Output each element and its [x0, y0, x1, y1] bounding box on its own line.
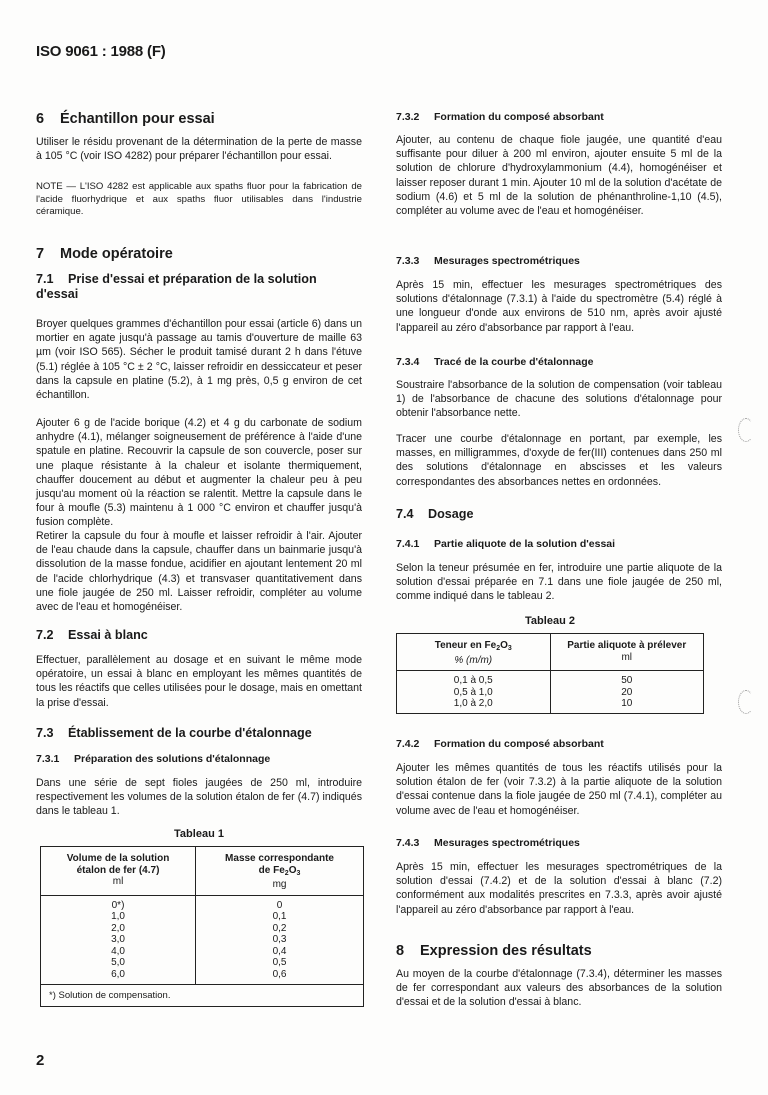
- header-line: étalon de fer (4.7): [76, 864, 160, 876]
- table-2-caption: Tableau 2: [525, 615, 575, 627]
- section-title: Établissement de la courbe d'étalonnage: [68, 726, 312, 740]
- header-unit: ml: [621, 651, 633, 663]
- section-7-heading: [36, 246, 362, 262]
- formula-text: O: [500, 640, 508, 651]
- header-unit: mg: [272, 879, 287, 890]
- section-7-3-3-body: Après 15 min, effectuer les mesurages spectrométriques des solutions d'étalonnage (7.3.1) à l'aide du spectromètre (5.4) réglé à une longueur d'onde aux environs de 510 nm, après avoir ajusté l'appareil au zéro d'absorbance par rapport à l'eau.: [396, 279, 722, 334]
- section-8-body: Au moyen de la courbe d'étalonnage (7.3.4), déterminer les masses de fer correspondant aux valeurs des absorbances de la solution d'essai et de la solution d'essai à blanc.: [396, 968, 722, 1009]
- table-1: [40, 846, 364, 1007]
- header-line: Masse correspondante: [225, 853, 334, 864]
- section-number: 7.3: [36, 726, 54, 740]
- section-title: Essai à blanc: [68, 628, 148, 642]
- section-7-4-heading: [396, 507, 722, 522]
- table-1-mass-values: [196, 895, 364, 984]
- formula-text: O: [288, 864, 297, 876]
- table-cell: 0*): [111, 899, 125, 911]
- section-7-1-para-2: Ajouter 6 g de l'acide borique (4.2) et 4 g du carbonate de sodium anhydre (4.1), mélanger soigneusement de préférence à l'aide d'une spatule en platine. Recouvrir la capsule de son couvercle, poser sur une plaque résistante à la chaleur et isolante thermiquement, chauffer doucement au début et augmenter la chaleur peu à peu jusqu'au moment où la réaction se ralentit. Mettre la capsule dans le four à moufle (5.3) maintenu à 1 000 °C environ et chauffer jusqu'à fusion complète.: [36, 417, 362, 529]
- table-1-footnote: *) Solution de compensation.: [41, 984, 364, 1006]
- section-number: 7: [36, 246, 45, 262]
- formula-text: de Fe: [258, 864, 285, 876]
- table-cell: 2,0: [111, 922, 125, 934]
- section-number: 7.3.4: [396, 356, 420, 368]
- section-7-3-4-para-1: Soustraire l'absorbance de la solution de compensation (voir tableau 1) de l'absorbance de chacune des solutions d'étalonnage pour obtenir l'absorbance nette.: [396, 379, 722, 420]
- section-title: Formation du composé absorbant: [434, 111, 604, 123]
- formula-subscript: 2: [496, 645, 501, 652]
- table-cell: 3,0: [111, 934, 125, 946]
- table-1-volume-values: [41, 895, 196, 984]
- section-number: 7.4.3: [396, 837, 420, 849]
- table-cell: 0: [276, 899, 283, 911]
- section-7-1-para-3: Retirer la capsule du four à moufle et laisser refroidir à l'air. Ajouter de l'eau chaude dans la capsule, chauffer dans un bainmarie jusqu'à dissolution de la masse fondue, acidifier en ajoutant lentement 20 ml de l'acide chlorhydrique (4.3) et transvaser quantitativement dans une fiole jaugée de 250 ml. Laisser refroidir, compléter au volume avec de l'eau et homogénéiser.: [36, 530, 362, 614]
- section-title: Mode opératoire: [60, 246, 173, 262]
- table-cell: 50: [621, 675, 633, 686]
- table-cell: 0,6: [272, 969, 287, 981]
- formula-text: Teneur en Fe: [434, 640, 497, 651]
- section-title: Dosage: [428, 507, 474, 521]
- section-7-2-body: Effectuer, parallèlement au dosage et en suivant le même mode opératoire, un essai à blanc en employant les mêmes quantités de tous les réactifs que celles utilisées pour le dosage, mais en omettant la prise d'essai.: [36, 654, 362, 709]
- section-7-3-3-heading: [396, 255, 722, 267]
- standard-id-header: ISO 9061 : 1988 (F): [36, 43, 166, 60]
- table-2-header-aliquot: [550, 634, 704, 671]
- section-7-3-1-body: Dans une série de sept fioles jaugées de 250 ml, introduire respectivement les volumes de la solution étalon de fer (4.7) indiqués dans le tableau 1.: [36, 777, 362, 818]
- formula-subscript: 3: [296, 869, 301, 877]
- table-2-header-content: [397, 634, 551, 671]
- section-7-4-1-heading: [396, 538, 722, 550]
- section-7-3-heading: [36, 726, 362, 741]
- section-7-3-4-para-2: Tracer une courbe d'étalonnage en portant, par exemple, les masses, en milligrammes, d'oxyde de fer(III) contenues dans 250 ml des solutions d'étalonnage en abscisses et les valeurs correspondantes des absorbances nettes en ordonnées.: [396, 433, 722, 488]
- table-cell: 0,4: [272, 945, 287, 957]
- table-cell: 0,1: [272, 911, 287, 923]
- table-cell: 5,0: [111, 957, 125, 969]
- header-formula: [200, 865, 359, 880]
- table-cell: 20: [621, 686, 633, 698]
- table-cell: 1,0: [111, 911, 125, 923]
- table-1-header-mass: [196, 847, 364, 896]
- table-cell: 0,3: [272, 934, 287, 946]
- section-7-1-heading: [36, 272, 362, 302]
- page-number: 2: [36, 1052, 45, 1069]
- section-7-4-2-heading: [396, 738, 722, 750]
- section-number: 7.3.3: [396, 255, 420, 267]
- table-cell: 4,0: [111, 945, 125, 957]
- table-1-caption: Tableau 1: [174, 828, 224, 840]
- section-title: Tracé de la courbe d'étalonnage: [434, 356, 594, 368]
- section-7-3-2-body: Ajouter, au contenu de chaque fiole jaugée, une quantité d'eau suffisante pour diluer à 200 ml environ, ajouter ensuite 5 ml de la solution de chlorure d'hydroxylammonium (4.4), homogénéiser et laisser reposer durant 1 min. Ajouter 10 ml de la solution d'acétate de sodium (4.6) et 5 ml de la solution de phénanthroline-1,10 (4.5), compléter au volume avec de l'eau et homogénéiser.: [396, 134, 722, 218]
- table-2-content-values: [397, 671, 551, 714]
- formula-subscript: 2: [284, 869, 289, 877]
- section-number: 7.1: [36, 272, 54, 286]
- section-number: 7.4.1: [396, 538, 420, 550]
- section-number: 7.3.1: [36, 753, 60, 765]
- table-2: [396, 633, 704, 714]
- table-1-header-volume: [41, 847, 196, 896]
- section-title: Partie aliquote de la solution d'essai: [434, 538, 616, 550]
- header-unit: % (m/m): [454, 654, 493, 666]
- table-cell: 6,0: [111, 969, 125, 981]
- punch-hole-mark: [738, 690, 754, 714]
- section-7-3-4-heading: [396, 356, 722, 368]
- table-cell: 0,5: [272, 957, 287, 969]
- section-title: Mesurages spectrométriques: [434, 255, 580, 267]
- section-number: 8: [396, 943, 405, 959]
- header-line: Partie aliquote à prélever: [567, 640, 687, 651]
- table-cell: 10: [621, 698, 633, 710]
- section-number: 7.2: [36, 628, 54, 642]
- section-6-note: NOTE — L'ISO 4282 est applicable aux spaths fluor pour la fabrication de l'acide fluorhydrique et aux spaths fluor utilisables dans l'industrie céramique.: [36, 181, 362, 218]
- punch-hole-mark: [738, 418, 754, 442]
- section-title: Préparation des solutions d'étalonnage: [74, 753, 271, 765]
- section-title: Mesurages spectrométriques: [434, 837, 580, 849]
- section-title: Prise d'essai et préparation de la solution d'essai: [36, 272, 317, 301]
- section-7-3-2-heading: [396, 111, 722, 123]
- table-cell: 1,0 à 2,0: [453, 698, 493, 710]
- section-6-body: Utiliser le résidu provenant de la détermination de la perte de masse à 105 °C (voir ISO 4282) pour préparer l'échantillon pour essai.: [36, 136, 362, 163]
- section-8-heading: [396, 943, 722, 959]
- table-cell: 0,2: [272, 922, 287, 934]
- section-number: 7.3.2: [396, 111, 420, 123]
- formula-subscript: 3: [507, 645, 512, 652]
- section-number: 7.4: [396, 507, 414, 521]
- table-cell: 0,1 à 0,5: [453, 675, 493, 686]
- section-7-4-1-body: Selon la teneur présumée en fer, introduire une partie aliquote de la solution d'essai préparée en 7.1 dans une fiole jaugée de 250 ml, comme indiqué dans le tableau 2.: [396, 562, 722, 603]
- header-line: Volume de la solution: [66, 853, 170, 864]
- section-title: Échantillon pour essai: [60, 111, 215, 127]
- header-formula: [401, 640, 546, 655]
- section-7-2-heading: [36, 628, 362, 643]
- header-unit: ml: [112, 876, 124, 887]
- section-title: Expression des résultats: [420, 943, 592, 959]
- section-7-4-2-body: Ajouter les mêmes quantités de tous les réactifs utilisés pour la solution étalon de fer (voir 7.3.2) à la partie aliquote de la solution d'essai contenue dans la fiole jaugée de 250 ml (7.4.1), compléter au volume avec de l'eau et homogénéiser.: [396, 762, 722, 817]
- section-title: Formation du composé absorbant: [434, 738, 604, 750]
- section-number: 7.4.2: [396, 738, 420, 750]
- section-6-heading: [36, 111, 362, 127]
- section-7-4-3-body: Après 15 min, effectuer les mesurages spectrométriques de la solution d'essai (7.4.2) et de la solution d'essai à blanc (7.2) conformément aux modalités prescrites en 7.3.3, après avoir ajusté l'appareil au zéro d'absorbance par rapport à l'eau.: [396, 861, 722, 916]
- table-cell: 0,5 à 1,0: [453, 686, 493, 698]
- section-number: 6: [36, 111, 45, 127]
- section-7-3-1-heading: [36, 753, 362, 765]
- section-7-4-3-heading: [396, 837, 722, 849]
- section-7-1-para-1: Broyer quelques grammes d'échantillon pour essai (article 6) dans un mortier en agate jusqu'à passage au tamis d'ouverture de maille 63 µm (voir ISO 565). Sécher le produit tamisé durant 2 h dans l'étuve (5.1) réglée à 105 °C ± 2 °C, laisser refroidir en dessiccateur et peser dans la capsule en platine (5.2), à 1 mg près, 0,5 g environ de cet échantillon.: [36, 318, 362, 402]
- table-2-aliquot-values: [550, 671, 704, 714]
